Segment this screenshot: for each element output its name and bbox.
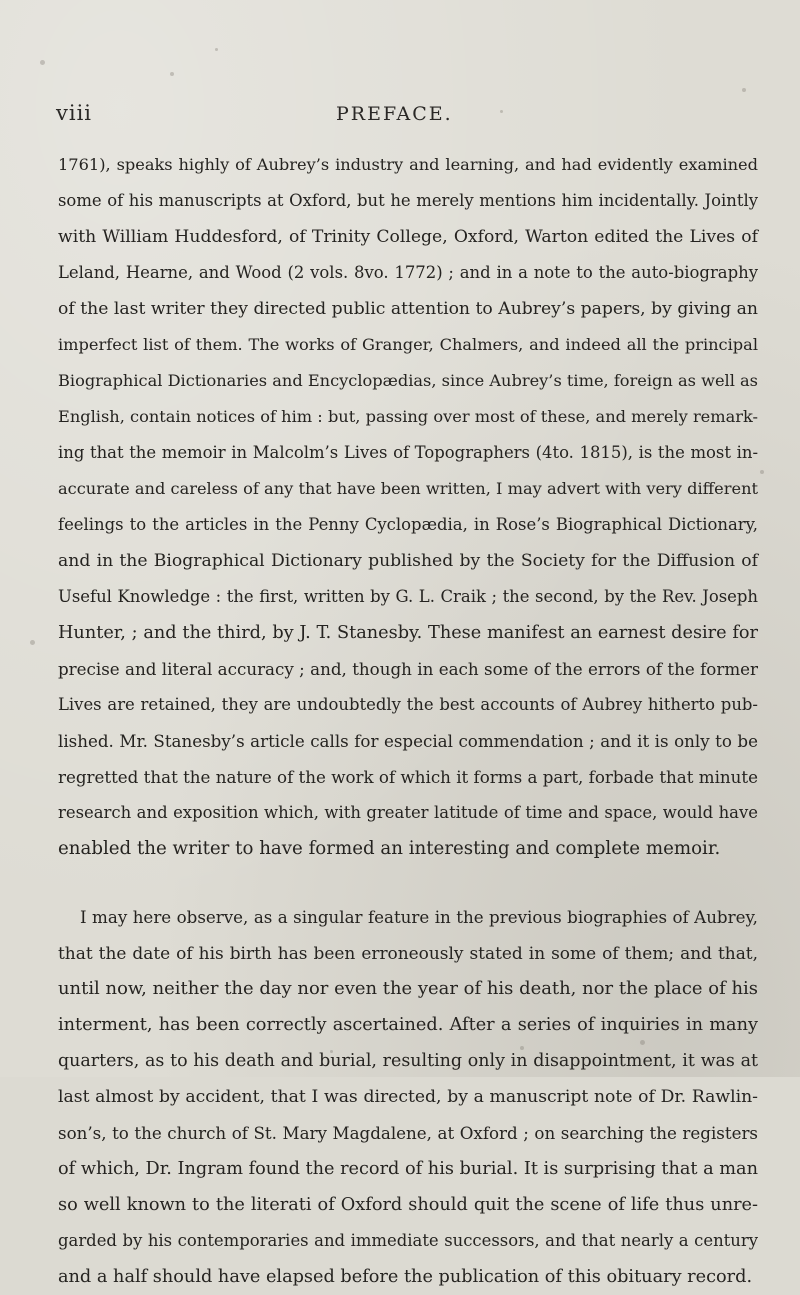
text-line: quarters, as to his death and burial, resulting only in disappointment, it was at [58,1051,758,1071]
text-line: ing that the memoir in Malcolm’s Lives of Topographers (4to. 1815), is the most in- [58,443,758,462]
text-line: so well known to the literati of Oxford should quit the scene of life thus unre- [58,1195,758,1215]
text-line: accurate and careless of any that have been written, I may advert with very different [58,479,758,498]
text-line: and in the Biographical Dictionary published by the Society for the Diffusion of [58,551,758,571]
text-line: research and exposition which, with greater latitude of time and space, would have [58,803,758,822]
text-line: of which, Dr. Ingram found the record of his burial. It is surprising that a man [58,1159,758,1179]
paper-speck [30,640,35,645]
paper-speck [742,88,746,92]
text-line: English, contain notices of him : but, passing over most of these, and merely remark- [58,407,758,426]
text-line: Lives are retained, they are undoubtedly the best accounts of Aubrey hitherto pub- [58,695,758,714]
text-line: interment, has been correctly ascertained. After a series of inquiries in many [58,1015,758,1035]
text-line: last almost by accident, that I was directed, by a manuscript note of Dr. Rawlin- [58,1087,758,1107]
text-line: imperfect list of them. The works of Granger, Chalmers, and indeed all the principal [58,335,758,354]
text-line: garded by his contemporaries and immediate successors, and that nearly a century [58,1231,758,1250]
body-text [58,147,758,1295]
paper-speck [760,470,764,474]
text-line: Hunter, ; and the third, by J. T. Stanesby. These manifest an earnest desire for [58,623,758,643]
paragraph [58,147,758,867]
text-line: Leland, Hearne, and Wood (2 vols. 8vo. 1772) ; and in a note to the auto-biography [58,263,758,282]
text-line: regretted that the nature of the work of which it forms a part, forbade that minute [58,767,758,787]
text-line: and a half should have elapsed before the publication of this obituary record. [58,1267,753,1287]
paper-speck [170,72,174,76]
text-line: Useful Knowledge : the first, written by G. L. Craik ; the second, by the Rev. Joseph [58,587,758,606]
paragraph [58,899,758,1295]
text-line: until now, neither the day nor even the year of his death, nor the place of his [58,978,758,999]
text-line: 1761), speaks highly of Aubrey’s industry and learning, and had evidently examined [58,155,758,174]
text-line: Biographical Dictionaries and Encyclopædias, since Aubrey’s time, foreign as well as [58,371,758,390]
text-line: precise and literal accuracy ; and, though in each some of the errors of the former [58,659,758,679]
text-line: that the date of his birth has been erroneously stated in some of them; and that, [58,943,758,963]
paper-speck [40,60,45,65]
text-line: son’s, to the church of St. Mary Magdalene, at Oxford ; on searching the registers [58,1123,758,1143]
text-line: lished. Mr. Stanesby’s article calls for especial commendation ; and it is only to be [58,731,758,751]
paper-speck [215,48,218,51]
page-header [56,101,756,131]
text-line: some of his manuscripts at Oxford, but he merely mentions him incidentally. Jointly [58,191,758,210]
text-line: feelings to the articles in the Penny Cyclopædia, in Rose’s Biographical Dictionary, [58,515,758,534]
text-line: of the last writer they directed public attention to Aubrey’s papers, by giving an [58,299,758,319]
paragraph-gap [58,867,758,899]
text-line: I may here observe, as a singular feature in the previous biographies of Aubrey, [80,907,758,927]
text-line: enabled the writer to have formed an interesting and complete memoir. [58,838,721,859]
page-number: viii [56,101,93,125]
running-head: PREFACE. [336,103,453,125]
text-line: with William Huddesford, of Trinity College, Oxford, Warton edited the Lives of [58,227,758,247]
